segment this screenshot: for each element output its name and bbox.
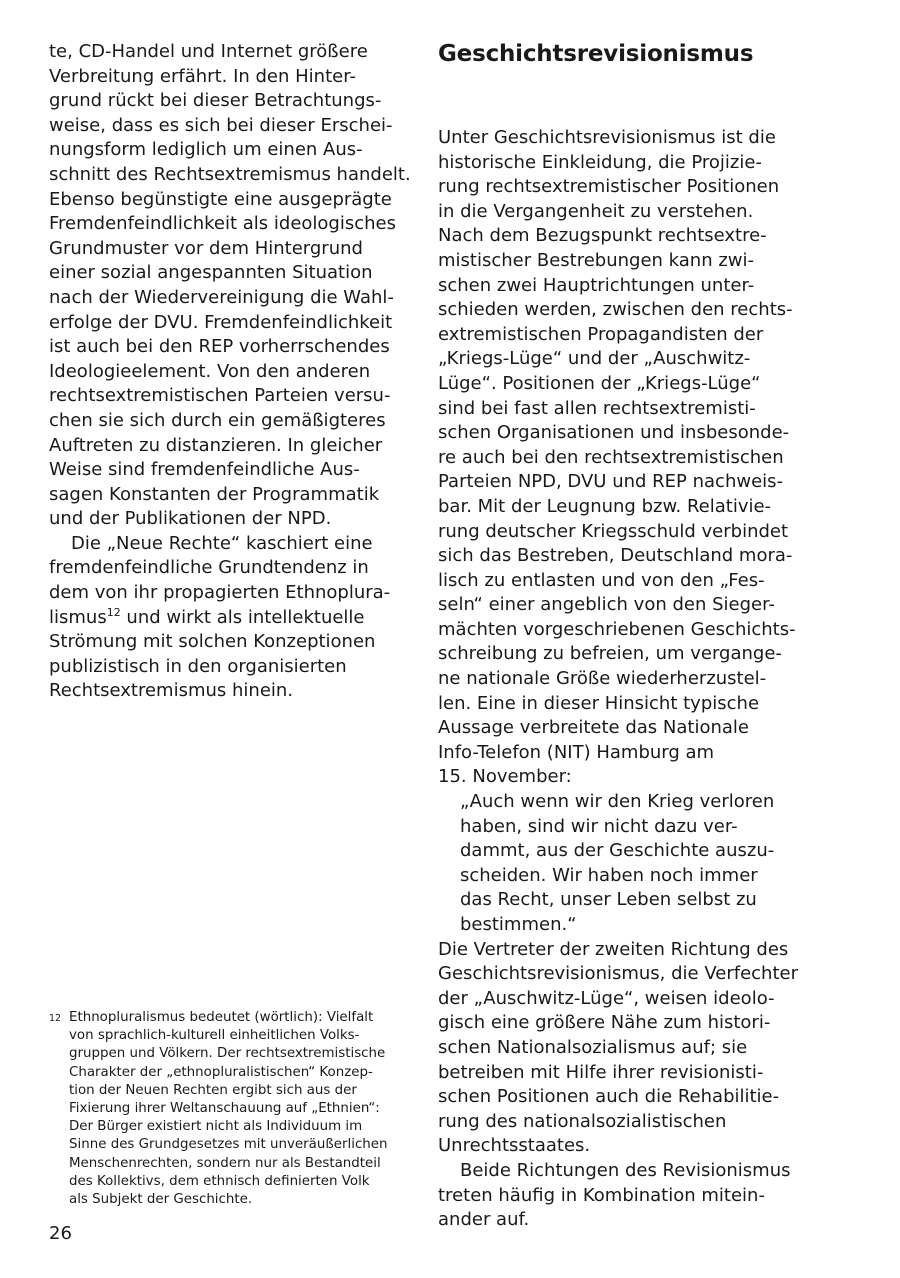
- text-line: rung des nationalsozialistischen: [438, 1110, 727, 1132]
- text-line: ander auf.: [438, 1209, 530, 1231]
- text-line: Die Vertreter der zweiten Richtung des: [438, 938, 789, 960]
- text-line: des Kollektivs, dem ethnisch definierten Volk: [69, 1173, 370, 1189]
- text-line: Aussage verbreitete das Nationale: [438, 717, 749, 739]
- text-line: Menschenrechten, sondern nur als Bestandteil: [69, 1155, 381, 1171]
- text-line: Parteien NPD, DVU und REP nachweis-: [438, 471, 784, 493]
- text-line: len. Eine in dieser Hinsicht typische: [438, 692, 760, 714]
- quote-line: das Recht, unser Leben selbst zu: [460, 889, 757, 911]
- text-line: Fixierung ihrer Weltanschauung auf „Ethnien“:: [69, 1101, 380, 1117]
- text-line: sich das Bestreben, Deutschland mora-: [438, 545, 793, 567]
- quote-line: bestimmen.“: [460, 914, 577, 935]
- text-line: Der Bürger existiert nicht als Individuum im: [69, 1119, 363, 1135]
- text-line: [49, 606, 409, 631]
- text-line: ne nationale Größe wiederherzustel-: [438, 668, 767, 690]
- text-line: Beide Richtungen des Revisionismus: [460, 1159, 791, 1181]
- text-line: rechtsextremistischen Parteien versu-: [49, 385, 391, 407]
- text-line: mistischer Bestrebungen kann zwi-: [438, 249, 755, 271]
- text-line: bar. Mit der Leugnung bzw. Relativie-: [438, 495, 772, 517]
- left-column: [49, 40, 409, 704]
- text-line: treten häufig in Kombination mitein-: [438, 1184, 765, 1206]
- right-column: [438, 40, 798, 1233]
- text-line: nungsform lediglich um einen Aus-: [49, 139, 363, 161]
- text-line: fremdenfeindliche Grundtendenz in: [49, 557, 369, 579]
- text-line: Verbreitung erfährt. In den Hinter-: [49, 65, 356, 87]
- text-line: 15. November:: [438, 766, 572, 788]
- text-line: Fremdenfeindlichkeit als ideologisches: [49, 213, 396, 235]
- text-line: grund rückt bei dieser Betrachtungs-: [49, 90, 382, 112]
- block-quote: [438, 790, 798, 938]
- text-line: schen Positionen auch die Rehabilitie-: [438, 1086, 780, 1108]
- text-line: publizistisch in den organisierten: [49, 655, 347, 677]
- text-fragment: lismus: [49, 606, 107, 628]
- text-line: sind bei fast allen rechtsextremisti-: [438, 397, 756, 419]
- left-paragraph-1: [49, 40, 409, 532]
- text-line: weise, dass es sich bei dieser Erschei-: [49, 114, 393, 136]
- text-line: Unter Geschichtsrevisionismus ist die: [438, 127, 776, 148]
- text-line: schen zwei Hauptrichtungen unter-: [438, 274, 755, 296]
- text-line: tion der Neuen Rechten ergibt sich aus der: [69, 1082, 357, 1098]
- text-line: Die „Neue Rechte“ kaschiert eine: [71, 532, 373, 554]
- text-line: schreibung zu befreien, um vergange-: [438, 643, 782, 665]
- text-line: dem von ihr propagierten Ethnoplura-: [49, 582, 391, 604]
- text-line: mächten vorgeschriebenen Geschichts-: [438, 618, 796, 640]
- text-line: seln“ einer angeblich von den Sieger-: [438, 594, 775, 616]
- text-line: Geschichtsrevisionismus, die Verfechter: [438, 963, 798, 985]
- text-line: Nach dem Bezugspunkt rechtsextre-: [438, 225, 767, 247]
- footnote-marker: 12: [49, 1013, 62, 1024]
- text-line: lisch zu entlasten und von den „Fes-: [438, 569, 765, 591]
- page-number: 26: [49, 1223, 72, 1244]
- text-line: schen Organisationen und insbesonde-: [438, 422, 790, 444]
- text-line: Strömung mit solchen Konzeptionen: [49, 631, 376, 653]
- text-line: Rechtsextremismus hinein.: [49, 680, 294, 702]
- text-line: chen sie sich durch ein gemäßigteres: [49, 409, 386, 431]
- text-line: Lüge“. Positionen der „Kriegs-Lüge“: [438, 372, 761, 394]
- text-line: einer sozial angespannten Situation: [49, 262, 373, 284]
- text-line: gisch eine größere Nähe zum histori-: [438, 1012, 771, 1034]
- text-line: Unrechtsstaates.: [438, 1135, 591, 1157]
- text-line: als Subjekt der Geschichte.: [69, 1192, 253, 1208]
- text-line: von sprachlich-kulturell einheitlichen Volks-: [69, 1028, 360, 1044]
- text-line: Sinne des Grundgesetzes mit unveräußerlichen: [69, 1137, 388, 1153]
- text-line: gruppen und Völkern. Der rechtsextremistische: [69, 1046, 386, 1062]
- footnote-reference[interactable]: 12: [106, 605, 121, 619]
- text-line: Auftreten zu distanzieren. In gleicher: [49, 434, 383, 456]
- text-line: te, CD-Handel und Internet größere: [49, 41, 368, 62]
- text-line: schnitt des Rechtsextremismus handelt.: [49, 163, 411, 185]
- text-line: „Kriegs-Lüge“ und der „Auschwitz-: [438, 348, 751, 370]
- text-line: Weise sind fremdenfeindliche Aus-: [49, 459, 360, 481]
- text-line: Ideologieelement. Von den anderen: [49, 360, 371, 382]
- text-line: betreiben mit Hilfe ihrer revisionisti-: [438, 1061, 764, 1083]
- text-line: extremistischen Propagandisten der: [438, 323, 764, 345]
- footnote-text: [49, 1009, 409, 1209]
- text-line: schieden werden, zwischen den rechts-: [438, 299, 793, 321]
- text-line: der „Auschwitz-Lüge“, weisen ideolo-: [438, 987, 775, 1009]
- text-line: Info-Telefon (NIT) Hamburg am: [438, 741, 715, 763]
- text-line: Charakter der „ethnopluralistischen“ Konzep-: [69, 1064, 373, 1080]
- text-line: sagen Konstanten der Programmatik: [49, 483, 380, 505]
- text-line: re auch bei den rechtsextremistischen: [438, 446, 784, 468]
- left-paragraph-2: [49, 532, 409, 704]
- text-line: und der Publikationen der NPD.: [49, 508, 332, 530]
- text-line: schen Nationalsozialismus auf; sie: [438, 1036, 748, 1058]
- text-line: Ebenso begünstigte eine ausgeprägte: [49, 188, 392, 210]
- text-line: erfolge der DVU. Fremdenfeindlichkeit: [49, 311, 393, 333]
- right-paragraph-3: [438, 1159, 798, 1233]
- right-paragraph-2: [438, 938, 798, 1159]
- text-line: nach der Wiedervereinigung die Wahl-: [49, 286, 394, 308]
- text-line: Ethnopluralismus bedeutet (wörtlich): Vielfalt: [69, 1010, 374, 1025]
- section-heading: Geschichtsrevisionismus: [438, 41, 754, 67]
- text-line: historische Einkleidung, die Projizie-: [438, 151, 762, 173]
- text-line: rung deutscher Kriegsschuld verbindet: [438, 520, 789, 542]
- footnote: [49, 1009, 409, 1209]
- right-paragraph-1: [438, 126, 798, 790]
- quote-line: haben, sind wir nicht dazu ver-: [460, 815, 738, 837]
- text-fragment: und wirkt als intellektuelle: [120, 606, 365, 628]
- text-line: Grundmuster vor dem Hintergrund: [49, 237, 363, 259]
- quote-line: „Auch wenn wir den Krieg verloren: [460, 791, 775, 813]
- quote-line: dammt, aus der Geschichte auszu-: [460, 840, 775, 862]
- quote-line: scheiden. Wir haben noch immer: [460, 864, 758, 886]
- text-line: ist auch bei den REP vorherrschendes: [49, 336, 390, 358]
- text-line: in die Vergangenheit zu verstehen.: [438, 200, 754, 222]
- text-line: rung rechtsextremistischer Positionen: [438, 176, 780, 198]
